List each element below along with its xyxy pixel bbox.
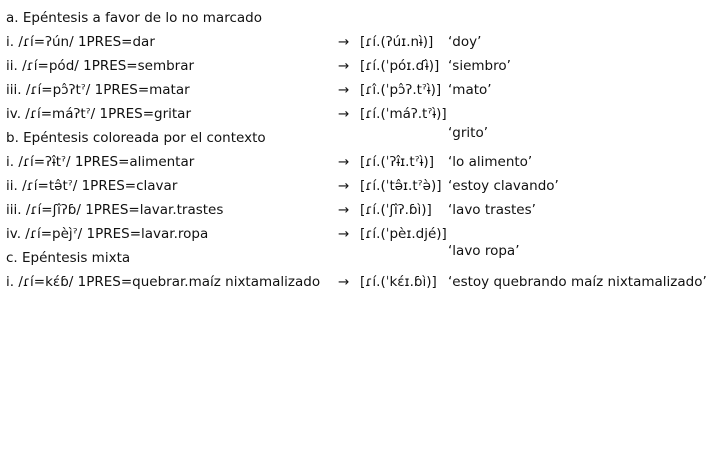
arrow: → — [338, 201, 350, 218]
arrow: → — [338, 177, 350, 194]
gloss: ‘lavo ropa’ — [448, 242, 520, 259]
example-underlying-form: /ɾí=ʔɨ̂tˀ/ 1PRES=alimentar — [18, 153, 195, 170]
surface-form: [ɾí.(ˈpèɪ.djé)] — [360, 225, 447, 242]
surface-form: [ɾí.(ˈʃîʔ.ɓì)] — [360, 201, 432, 218]
example-underlying-form: /ɾí=ʔún/ 1PRES=dar — [18, 33, 155, 50]
example-row — [6, 78, 707, 102]
example-form — [6, 270, 338, 294]
example-number: iv. — [6, 105, 21, 122]
example-form — [6, 222, 338, 246]
example-underlying-form: /ɾí=pɔ̂ʔtˀ/ 1PRES=matar — [25, 81, 190, 98]
surface-form: [ɾí.(ʔúɪ.nɨ̀)] — [360, 33, 434, 50]
example-number: i. — [6, 273, 15, 290]
example-form — [6, 102, 338, 126]
gloss: ‘estoy clavando’ — [448, 177, 559, 194]
surface-form: [ɾî.(ˈpɔ̂ʔ.tˀɨ̀)] — [360, 81, 442, 98]
example-row — [6, 174, 707, 198]
example-form — [6, 54, 338, 78]
examples-table — [6, 6, 707, 294]
arrow: → — [338, 225, 350, 242]
section-heading-row — [6, 6, 707, 30]
arrow: → — [338, 57, 350, 74]
gloss: ‘lo alimento’ — [448, 153, 533, 170]
example-form — [6, 30, 338, 54]
gloss: ‘mato’ — [448, 81, 492, 98]
example-row — [6, 102, 707, 126]
example-form — [6, 174, 338, 198]
gloss: ‘lavo trastes’ — [448, 201, 536, 218]
surface-form: [ɾí.(ˈtə̂ɪ.tˀə̀)] — [360, 177, 442, 194]
surface-form: [ɾí.(ˈʔɨ̂ɪ.tˀɨ̀)] — [360, 153, 434, 170]
example-number: i. — [6, 33, 15, 50]
example-row — [6, 270, 707, 294]
example-underlying-form: /ɾí=ʃîʔɓ/ 1PRES=lavar.trastes — [25, 201, 224, 218]
example-number: iii. — [6, 201, 22, 218]
example-underlying-form: /ɾí=máʔtˀ/ 1PRES=gritar — [25, 105, 191, 122]
example-underlying-form: /ɾí=kɛ́ɓ/ 1PRES=quebrar.maíz nixtamalizado — [18, 273, 321, 290]
example-number: i. — [6, 153, 15, 170]
example-number: iii. — [6, 81, 22, 98]
arrow: → — [338, 105, 350, 122]
surface-form: [ɾí.(ˈpóɪ.ɗɨ̀)] — [360, 57, 440, 74]
section-heading: b. Epéntesis coloreada por el contexto — [6, 129, 266, 146]
gloss: ‘siembro’ — [448, 57, 511, 74]
example-number: iv. — [6, 225, 21, 242]
arrow: → — [338, 81, 350, 98]
surface-form: [ɾí.(ˈkɛ́ɪ.ɓì)] — [360, 273, 437, 290]
example-row — [6, 222, 707, 246]
example-number: ii. — [6, 177, 18, 194]
example-form — [6, 78, 338, 102]
surface-form: [ɾí.(ˈmáʔ.tˀɨ̀)] — [360, 105, 447, 122]
example-underlying-form: /ɾí=pèj̀ˀ/ 1PRES=lavar.ropa — [25, 225, 209, 242]
example-form — [6, 150, 338, 174]
gloss: ‘estoy quebrando maíz nixtamalizado’ — [448, 273, 707, 290]
example-row — [6, 150, 707, 174]
section-heading: a. Epéntesis a favor de lo no marcado — [6, 9, 262, 26]
example-row — [6, 30, 707, 54]
arrow: → — [338, 33, 350, 50]
example-row — [6, 198, 707, 222]
section-heading: c. Epéntesis mixta — [6, 249, 131, 266]
arrow: → — [338, 273, 350, 290]
arrow: → — [338, 153, 350, 170]
example-number: ii. — [6, 57, 18, 74]
gloss: ‘doy’ — [448, 33, 482, 50]
example-form — [6, 198, 338, 222]
example-row — [6, 54, 707, 78]
gloss: ‘grito’ — [448, 124, 489, 141]
example-underlying-form: /ɾí=tə̂tˀ/ 1PRES=clavar — [22, 177, 178, 194]
example-underlying-form: /ɾí=pód/ 1PRES=sembrar — [22, 57, 195, 74]
